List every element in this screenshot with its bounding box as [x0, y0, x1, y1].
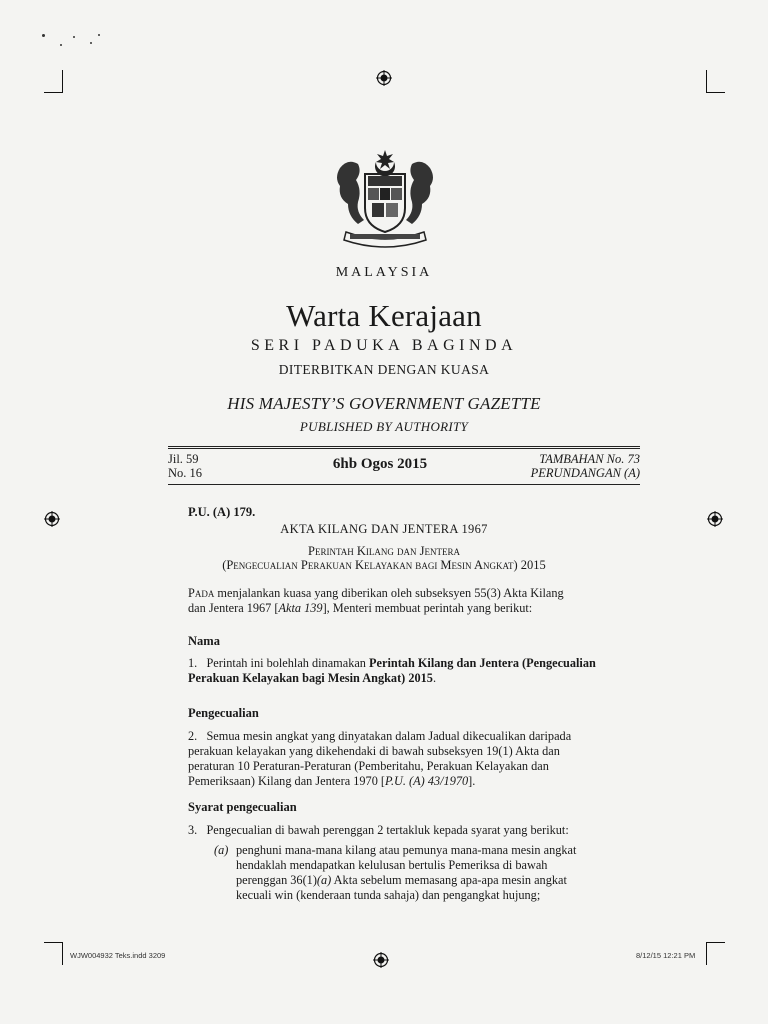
section-2-line-2: perakuan kelayakan yang dikehendaki di bawah subseksyen 19(1) Akta dan: [188, 744, 560, 758]
malaysia-coat-of-arms-emblem: [332, 148, 438, 252]
scan-speckles: [40, 32, 110, 52]
issue-number: No. 16: [168, 466, 203, 480]
crop-mark-top-left: [44, 70, 63, 93]
section-3a-line-4: kecuali win (kenderaan tunda sahaja) dan pengangkat hujung;: [236, 888, 541, 902]
section-1-body: Perintah ini bolehlah dinamakan: [206, 656, 370, 670]
preamble-first-word: Pada: [188, 586, 215, 600]
gazette-title: Warta Kerajaan: [286, 298, 482, 333]
issue-top-rule: [168, 446, 640, 447]
published-by-authority-malay: DITERBITKAN DENGAN KUASA: [278, 362, 490, 377]
pu-reference: P.U. (A) 179.: [188, 505, 256, 519]
order-title-line-1: Perintah Kilang dan Jentera: [308, 544, 460, 558]
section-2-line-4a: Pemeriksaan) Kilang dan Jentera 1970 [: [188, 774, 386, 788]
gazette-subtitle-malay: SERI PADUKA BAGINDA: [250, 337, 518, 354]
section-1-number: 1.: [188, 656, 198, 670]
preamble-line-2a: dan Jentera 1967 [: [188, 601, 279, 615]
gazette-title-english: HIS MAJESTY’S GOVERNMENT GAZETTE: [227, 394, 541, 413]
section-2-heading: Pengecualian: [188, 706, 259, 720]
akta-reference: Akta 139: [278, 601, 323, 615]
section-1-order-name-1: Perintah Kilang dan Jentera (Pengecualian: [369, 656, 596, 670]
supplement-info: [480, 452, 640, 480]
section-2-line-4b: ].: [468, 774, 476, 788]
section-3a-line-3-para: (a): [316, 873, 332, 887]
preamble-line-1: menjalankan kuasa yang diberikan oleh subseksyen 55(3) Akta Kilang: [214, 586, 564, 600]
issue-top-rule-2: [168, 448, 640, 449]
issue-bottom-rule: [168, 484, 640, 485]
section-3a-text: [236, 843, 622, 903]
crop-mark-top-right: [706, 70, 725, 93]
crop-mark-bottom-right: [706, 942, 725, 965]
section-1-heading: Nama: [188, 634, 220, 648]
section-2-line-3: peraturan 10 Peraturan-Peraturan (Pemberitahu, Perakuan Kelayakan dan: [188, 759, 549, 773]
section-1-text: [188, 656, 622, 686]
section-3-heading: Syarat pengecualian: [188, 800, 297, 814]
section-3a-label: (a): [214, 843, 229, 857]
footer-timestamp: 8/12/15 12:21 PM: [636, 951, 696, 960]
section-3a-line-3b: Akta sebelum memasang apa-apa mesin angkat: [331, 873, 567, 887]
section-1-end: .: [432, 671, 437, 685]
section-2-pu-reference: P.U. (A) 43/1970: [385, 774, 469, 788]
section-3a-line-1: penghuni mana-mana kilang atau pemunya mana-mana mesin angkat: [236, 843, 577, 857]
footer-file-info: WJW004932 Teks.indd 3209: [70, 951, 166, 960]
volume-number: [168, 452, 202, 480]
supplement-number: TAMBAHAN No. 73: [539, 452, 640, 466]
order-title-line-2: (Pengecualian Perakuan Kelayakan bagi Mesin Angkat) 2015: [222, 558, 546, 572]
section-2-line-1: Semua mesin angkat yang dinyatakan dalam Jadual dikecualikan daripada: [206, 729, 572, 743]
volume: Jil. 59: [168, 452, 199, 466]
section-2-text: [188, 729, 622, 789]
section-3-number: 3.: [188, 823, 198, 837]
country-name: MALAYSIA: [335, 265, 433, 280]
section-3-intro: [188, 823, 622, 838]
act-title: AKTA KILANG DAN JENTERA 1967: [280, 522, 488, 536]
registration-mark-bottom: [373, 952, 389, 968]
section-3a-line-2: hendaklah mendapatkan kelulusan bertulis Pemeriksa di bawah: [236, 858, 548, 872]
supplement-category: PERUNDANGAN (A): [530, 466, 640, 480]
section-3a-line-3a: perenggan 36(1): [236, 873, 317, 887]
issue-date: 6hb Ogos 2015: [332, 456, 428, 472]
registration-mark-top: [376, 70, 392, 86]
crop-mark-bottom-left: [44, 942, 63, 965]
section-3-intro-text: Pengecualian di bawah perenggan 2 tertakluk kepada syarat yang berikut:: [206, 823, 569, 837]
published-by-authority-english: PUBLISHED BY AUTHORITY: [299, 419, 469, 434]
section-2-number: 2.: [188, 729, 198, 743]
preamble: [188, 586, 622, 616]
section-1-order-name-2: Perakuan Kelayakan bagi Mesin Angkat) 2015: [188, 671, 433, 685]
preamble-line-2b: ], Menteri membuat perintah yang berikut:: [322, 601, 533, 615]
